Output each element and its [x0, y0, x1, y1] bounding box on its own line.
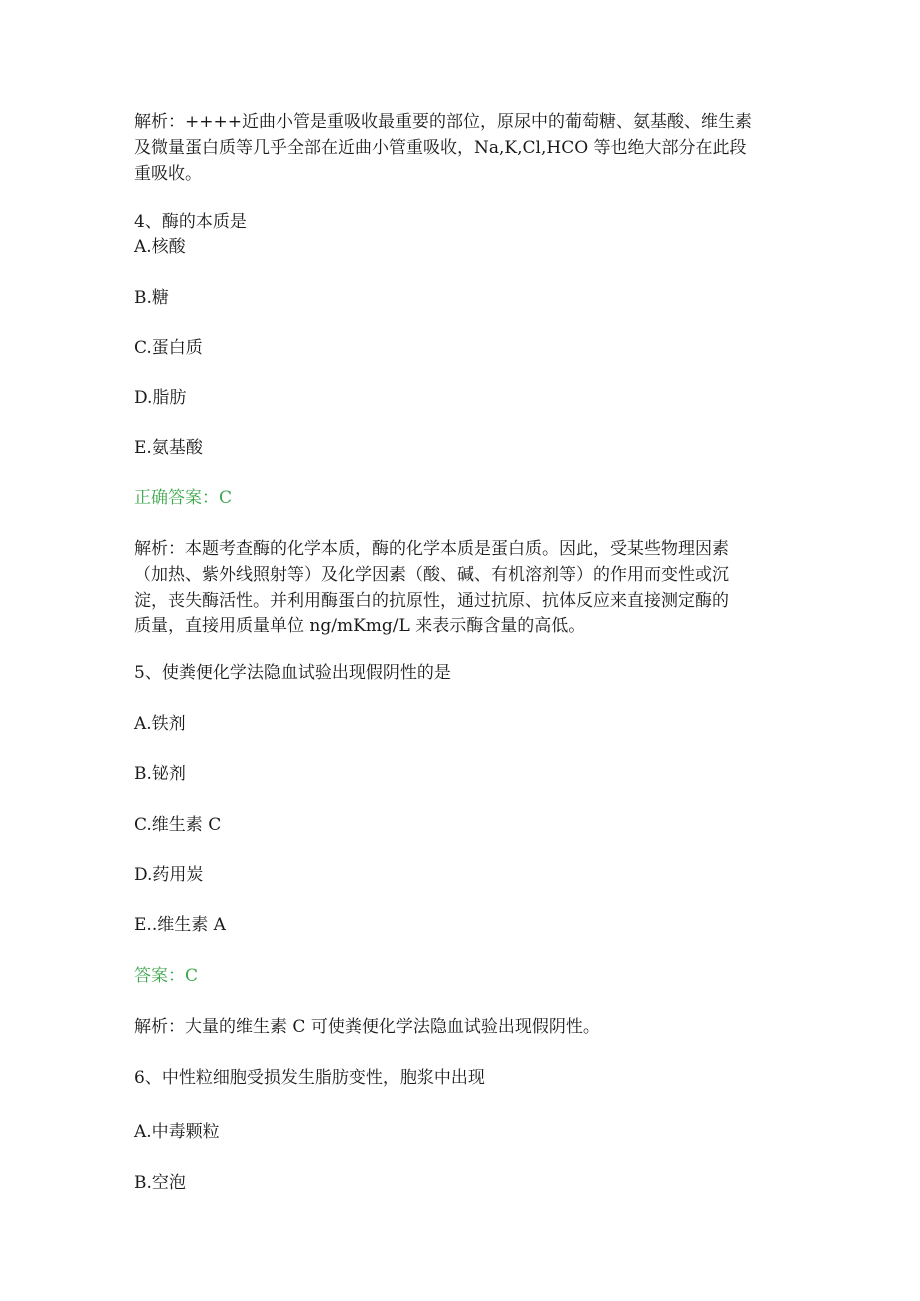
- q4-option-c: C.蛋白质: [134, 338, 203, 358]
- q4-option-a: A.核酸: [134, 237, 186, 257]
- q4-analysis-line-3: 淀，丧失酶活性。并利用酶蛋白的抗原性，通过抗原、抗体反应来直接测定酶的: [134, 591, 729, 611]
- q4-answer: 正确答案：C: [134, 488, 233, 508]
- q5-option-b: B.铋剂: [134, 764, 186, 784]
- q5-option-d: D.药用炭: [134, 865, 204, 885]
- q4-question: 4、酶的本质是: [134, 212, 247, 232]
- q4-analysis-line-2: （加热、紫外线照射等）及化学因素（酸、碱、有机溶剂等）的作用而变性或沉: [134, 565, 729, 585]
- q6-question: 6、中性粒细胞受损发生脂肪变性，胞浆中出现: [134, 1068, 485, 1088]
- q4-option-e: E.氨基酸: [134, 438, 203, 458]
- q6-option-b: B.空泡: [134, 1173, 186, 1193]
- q4-analysis-line-1: 解析：本题考查酶的化学本质，酶的化学本质是蛋白质。因此，受某些物理因素: [134, 539, 729, 559]
- q5-option-c: C.维生素 C: [134, 815, 222, 835]
- q5-option-e: E..维生素 A: [134, 915, 226, 935]
- q5-answer: 答案：C: [134, 966, 199, 986]
- q5-analysis: 解析：大量的维生素 C 可使粪便化学法隐血试验出现假阴性。: [134, 1017, 600, 1037]
- q3-analysis-line-1: 解析：++++近曲小管是重吸收最重要的部位，原尿中的葡萄糖、氨基酸、维生素: [134, 112, 752, 132]
- q4-option-b: B.糖: [134, 288, 169, 308]
- q5-question: 5、使粪便化学法隐血试验出现假阴性的是: [134, 663, 451, 683]
- q6-option-a: A.中毒颗粒: [134, 1122, 220, 1142]
- q3-analysis-line-3: 重吸收。: [134, 164, 202, 184]
- q4-analysis-line-4: 质量，直接用质量单位 ng/mKmg/L 来表示酶含量的高低。: [134, 616, 586, 636]
- q4-option-d: D.脂肪: [134, 388, 187, 408]
- q3-analysis-line-2: 及微量蛋白质等几乎全部在近曲小管重吸收，Na,K,Cl,HCO 等也绝大部分在此段: [134, 138, 747, 158]
- q5-option-a: A.铁剂: [134, 714, 186, 734]
